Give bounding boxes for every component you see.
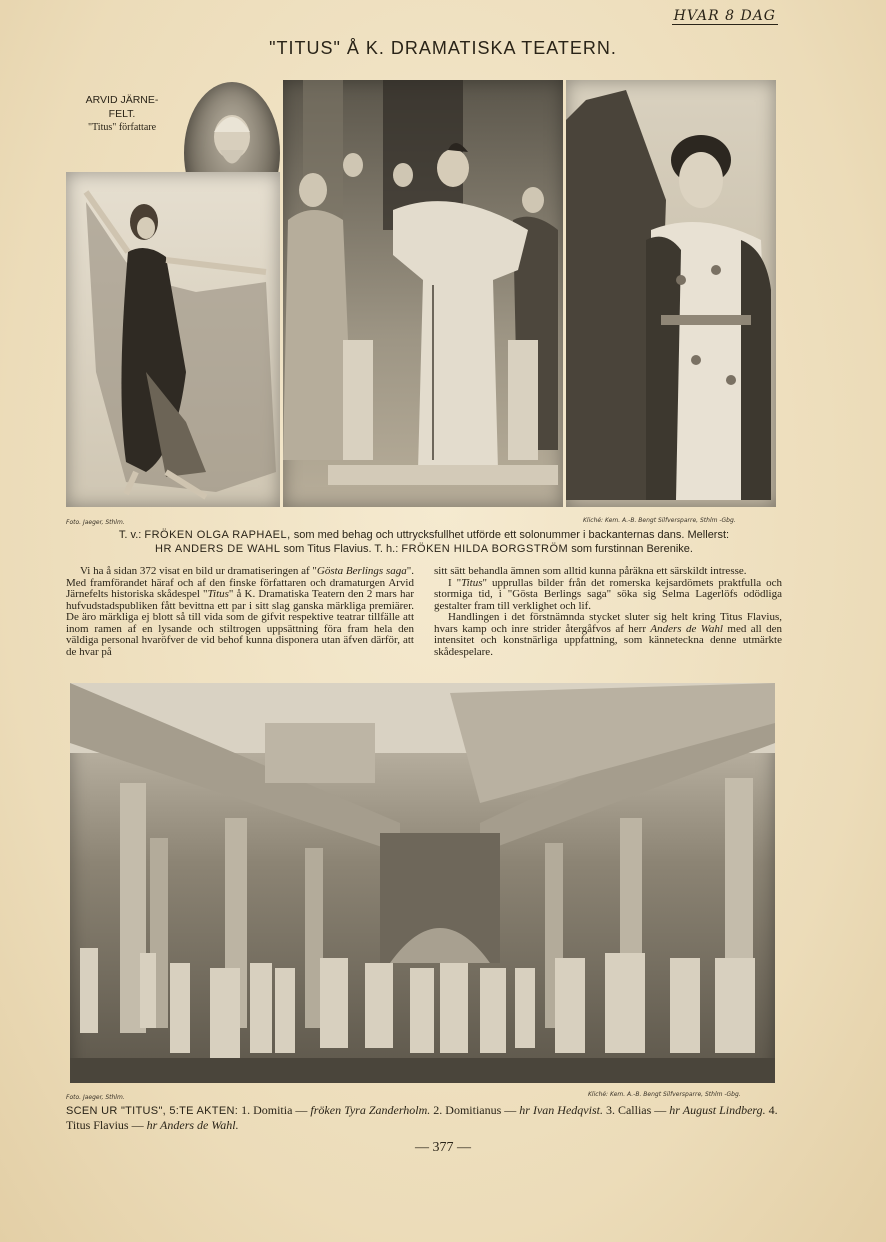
photo-scene-act-5: [70, 683, 775, 1083]
photo-anders-de-wahl: [283, 80, 563, 507]
caption-name-hilda: FRÖKEN HILDA BORGSTRÖM: [401, 543, 569, 555]
scene-caption-text: 3. Callias —: [602, 1103, 670, 1117]
article-italic: Titus: [207, 588, 229, 600]
article-text: Handlingen i det förstnämnda stycket sluter sig helt kring Titus Flavius, hvars kamp och inre strider återgåfvos af herr: [434, 611, 782, 635]
article-paragraph: [434, 578, 782, 613]
scene-caption-text: 4. Titus Flavius —: [66, 1103, 778, 1132]
caption-name-anders: HR ANDERS DE WAHL: [155, 543, 281, 555]
article-text: med all den intensitet och konstnärliga uppfattning, som känneteckna denne utmärkte skådespelare.: [434, 622, 782, 658]
article-text: " upprullas bilder från det romerska kejsardömets praktfulla och stormiga tid, i "Gösta Berlings saga" söka sig Selma Lagerlöfs odödliga gestalter fram till verklighet och lif.: [434, 576, 782, 612]
article-column-right: [434, 566, 782, 658]
article-text: Vi ha å sidan 372 visat en bild ur dramatiseringen af ": [80, 565, 317, 577]
photo-olga-raphael: [66, 172, 280, 507]
caption-text-2: som Titus Flavius. T. h.:: [280, 543, 402, 555]
photo-credit-bottom-left: Foto. Jaeger, Sthlm.: [66, 1094, 125, 1101]
dancer-illustration: [66, 172, 280, 507]
page-number: — 377 —: [415, 1140, 471, 1155]
article-column-left: [66, 566, 414, 658]
caption-name-olga: FRÖKEN OLGA RAPHAEL,: [144, 529, 291, 541]
scene-caption-actor: fröken Tyra Zanderholm.: [310, 1103, 431, 1117]
article-paragraph: [434, 612, 782, 658]
portrait-caption-line1: ARVID JÄRNE-: [85, 94, 159, 106]
scene-illustration: [70, 683, 775, 1083]
article-italic: Gösta Berlings saga: [316, 565, 407, 577]
photo-caption-line2: [66, 542, 782, 556]
scene-caption-actor: hr August Lindberg.: [669, 1103, 766, 1117]
portrait-caption: [66, 93, 178, 135]
magazine-masthead: HVAR 8 DAG: [673, 8, 776, 24]
scene-caption-actor: hr Anders de Wahl.: [146, 1118, 239, 1132]
portrait-caption-line2: FELT.: [108, 108, 136, 120]
article-italic: Anders de Wahl: [650, 622, 723, 635]
page-title: "TITUS" Å K. DRAMATISKA TEATERN.: [269, 38, 617, 58]
portrait-caption-line3: "Titus" författare: [87, 122, 157, 133]
scene-caption-actor: hr Ivan Hedqvist.: [519, 1103, 603, 1117]
caption-prefix: T. v.:: [118, 529, 145, 541]
scene-caption-text: 2. Domitianus —: [430, 1103, 520, 1117]
photo-caption-top: [66, 528, 782, 556]
photo-credit-left: Foto. Jaeger, Sthlm.: [66, 519, 125, 526]
article-paragraph: sitt sätt behandla ämnen som alltid kunna påräkna ett särskildt intresse.: [434, 565, 747, 577]
scene-caption-text: 1. Domitia —: [238, 1103, 311, 1117]
berenike-illustration: [566, 80, 776, 507]
photo-credit-bottom-right: Kliché: Kem. A.-B. Bengt Silfversparre, Sthlm -Gbg.: [588, 1091, 741, 1098]
caption-text-1: som med behag och uttrycksfullhet utförde ett solonummer i backanternas dans. Mellerst:: [290, 529, 730, 541]
scene-caption: [66, 1103, 782, 1132]
titus-illustration: [283, 80, 563, 507]
photo-caption-line1: [66, 528, 782, 542]
scene-caption-lead: SCEN UR "TITUS", 5:TE AKTEN:: [66, 1105, 239, 1117]
article-text: ". Med framförandet häraf och af den finske författaren och dramaturgen Arvid Järnefelts historiska skådespel ": [66, 565, 414, 600]
article-text: I ": [448, 576, 462, 589]
photo-hilda-borgstrom: [566, 80, 776, 507]
article-paragraph: [66, 566, 414, 658]
article-text: " å K. Dramatiska Teatern den 2 mars har hufvudstadspubliken fått bevittna ett par i sitt slag ganska märkliga premiärer. De äro märkliga ej blott så till vida som de gifvit respektive teatrar tillfälle att inom ramen af en lysande och stiltrogen uppsättning föra fram hela den väldiga personal hvaröfver de vid behof kunna disponera utan äfven därför, att de hvar på: [66, 588, 414, 658]
photo-credit-right: Kliché: Kem. A.-B. Bengt Silfversparre, Sthlm -Gbg.: [583, 517, 736, 524]
caption-text-3: som furstinnan Berenike.: [568, 543, 693, 555]
article-italic: Titus: [461, 576, 483, 589]
